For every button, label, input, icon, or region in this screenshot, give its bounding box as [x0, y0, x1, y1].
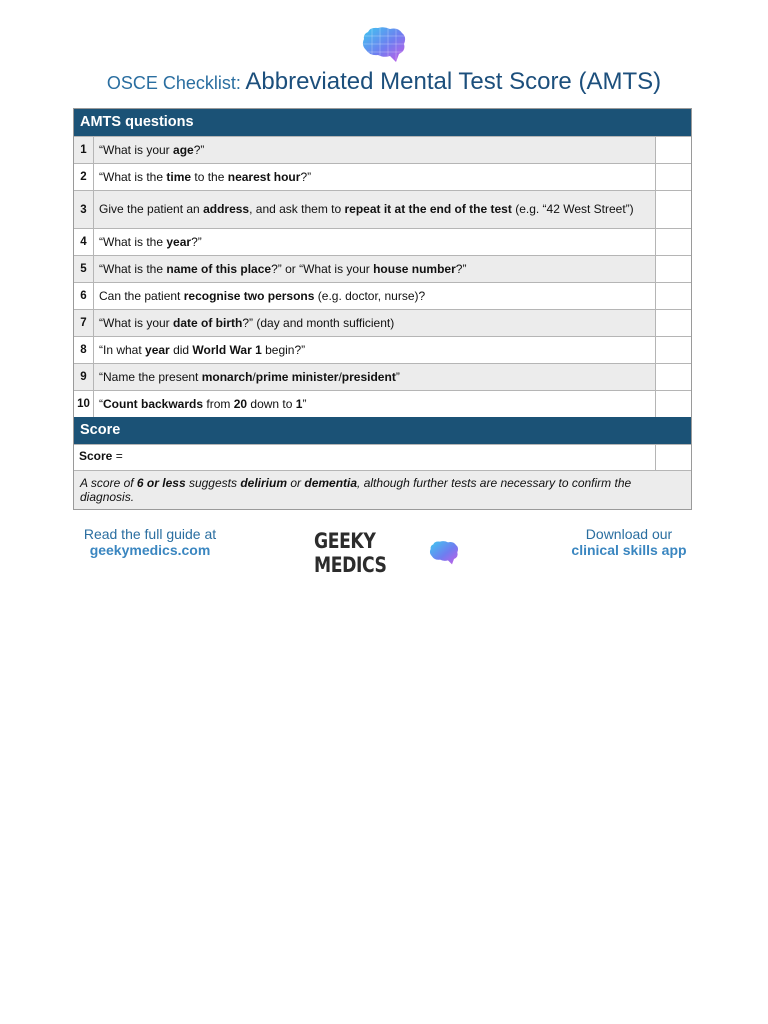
question-number: 4 [74, 229, 94, 255]
question-text-part: (e.g. “42 West Street”) [511, 202, 634, 216]
question-row [74, 336, 691, 363]
title-main: Abbreviated Mental Test Score (AMTS) [245, 68, 662, 95]
question-score-box[interactable] [655, 229, 691, 255]
score-label [74, 445, 655, 470]
question-text-part: Give the patient an [99, 202, 204, 216]
question-emphasis: repeat it at the end of the test [344, 202, 512, 216]
question-text-part: begin?” [261, 342, 306, 357]
question-text-part: ?” [193, 142, 205, 157]
footer-left-link[interactable]: geekymedics.com [89, 542, 211, 558]
score-label-text: Score [79, 449, 113, 463]
note-emphasis: 6 or less [136, 476, 186, 490]
footer-app-link[interactable] [555, 526, 703, 558]
question-emphasis: age [173, 142, 194, 157]
footer-right-line1: Download our [585, 526, 673, 542]
note-emphasis: delirium [240, 476, 288, 490]
question-text [94, 283, 655, 309]
question-score-box[interactable] [655, 337, 691, 363]
question-emphasis: time [166, 169, 192, 184]
question-text-part: “What is your [99, 142, 174, 157]
question-emphasis: address [203, 202, 250, 216]
question-text-part: ” [302, 396, 307, 411]
questions-list [74, 136, 691, 417]
question-text-part: / [338, 369, 342, 384]
question-emphasis: recognise two persons [183, 288, 315, 303]
question-emphasis: prime minister [255, 369, 339, 384]
score-entry-box[interactable] [655, 445, 691, 470]
question-text-part: ?” [191, 234, 202, 249]
question-row [74, 136, 691, 163]
question-emphasis: Count backwards [103, 396, 204, 411]
question-score-box[interactable] [655, 364, 691, 390]
question-text-part: to the [191, 169, 228, 184]
score-section-heading: Score [74, 417, 691, 444]
question-row [74, 255, 691, 282]
question-text [94, 256, 655, 282]
brain-logo-icon [360, 26, 408, 64]
question-number: 7 [74, 310, 94, 336]
question-number: 10 [74, 391, 94, 417]
question-text-part: (e.g. doctor, nurse)? [314, 288, 426, 303]
question-text-part: ?” [455, 261, 467, 276]
question-text [94, 391, 655, 417]
question-text-part: “What is your [99, 315, 174, 330]
question-text-part: “What is the [99, 261, 167, 276]
question-score-box[interactable] [655, 256, 691, 282]
question-text-part: “ [99, 396, 103, 411]
question-row [74, 228, 691, 255]
title-prefix: OSCE Checklist: [106, 73, 241, 93]
question-score-box[interactable] [655, 137, 691, 163]
question-emphasis: monarch [201, 369, 253, 384]
question-text [94, 364, 655, 390]
question-text-part: , and ask them to [249, 202, 345, 216]
question-emphasis: year [145, 342, 170, 357]
question-text-part: “In what [99, 342, 146, 357]
question-text-part: Can the patient [99, 288, 184, 303]
question-text [94, 310, 655, 336]
question-row [74, 390, 691, 417]
checklist-table [73, 108, 692, 510]
score-row [74, 444, 691, 470]
question-text-part: ?” (day and month sufficient) [242, 315, 395, 330]
question-text [94, 191, 655, 228]
question-text-part: did [169, 342, 193, 357]
question-emphasis: year [166, 234, 192, 249]
question-number: 5 [74, 256, 94, 282]
note-emphasis: dementia [304, 476, 358, 490]
question-row [74, 363, 691, 390]
questions-section-heading: AMTS questions [74, 109, 691, 136]
question-score-box[interactable] [655, 283, 691, 309]
question-text [94, 164, 655, 190]
question-row [74, 282, 691, 309]
question-text-part: ?” [300, 169, 312, 184]
question-score-box[interactable] [655, 310, 691, 336]
footer-right-link[interactable]: clinical skills app [571, 542, 687, 558]
question-emphasis: 20 [233, 396, 248, 411]
question-text-part: “What is the [99, 169, 167, 184]
question-number: 2 [74, 164, 94, 190]
brand-wordmark: GEEKY MEDICS [314, 529, 387, 577]
note-text-part: , although further tests are necessary to confirm the diagnosis. [80, 476, 632, 504]
page-title [0, 68, 768, 96]
question-text-part: down to [247, 396, 296, 411]
question-row [74, 163, 691, 190]
question-score-box[interactable] [655, 191, 691, 228]
brain-logo-small-icon [428, 540, 460, 566]
question-text-part: from [203, 396, 234, 411]
note-text-part: suggests [185, 476, 241, 490]
question-text-part: / [252, 369, 256, 384]
question-emphasis: name of this place [166, 261, 272, 276]
footer-guide-link[interactable] [70, 526, 230, 558]
question-row [74, 309, 691, 336]
question-emphasis: World War 1 [192, 342, 262, 357]
question-text-part: ?” or “What is your [271, 261, 374, 276]
question-number: 1 [74, 137, 94, 163]
question-text [94, 137, 655, 163]
score-equals: = [112, 449, 123, 463]
question-emphasis: nearest hour [227, 169, 301, 184]
question-text-part: “Name the present [99, 369, 202, 384]
question-emphasis: house number [373, 261, 456, 276]
question-text-part: “What is the [99, 234, 167, 249]
footer-left-line1: Read the full guide at [83, 526, 217, 542]
question-row [74, 190, 691, 228]
question-emphasis: 1 [295, 396, 303, 411]
brand-logo [314, 529, 460, 577]
question-text [94, 229, 655, 255]
question-text-part: ” [395, 369, 400, 384]
question-text [94, 337, 655, 363]
question-emphasis: president [341, 369, 396, 384]
note-text-part: or [287, 476, 305, 490]
question-emphasis: date of birth [173, 315, 243, 330]
question-number: 3 [74, 191, 94, 228]
question-number: 6 [74, 283, 94, 309]
score-interpretation-note [74, 470, 691, 509]
question-number: 9 [74, 364, 94, 390]
question-score-box[interactable] [655, 391, 691, 417]
question-number: 8 [74, 337, 94, 363]
question-score-box[interactable] [655, 164, 691, 190]
note-text-part: A score of [80, 476, 137, 490]
